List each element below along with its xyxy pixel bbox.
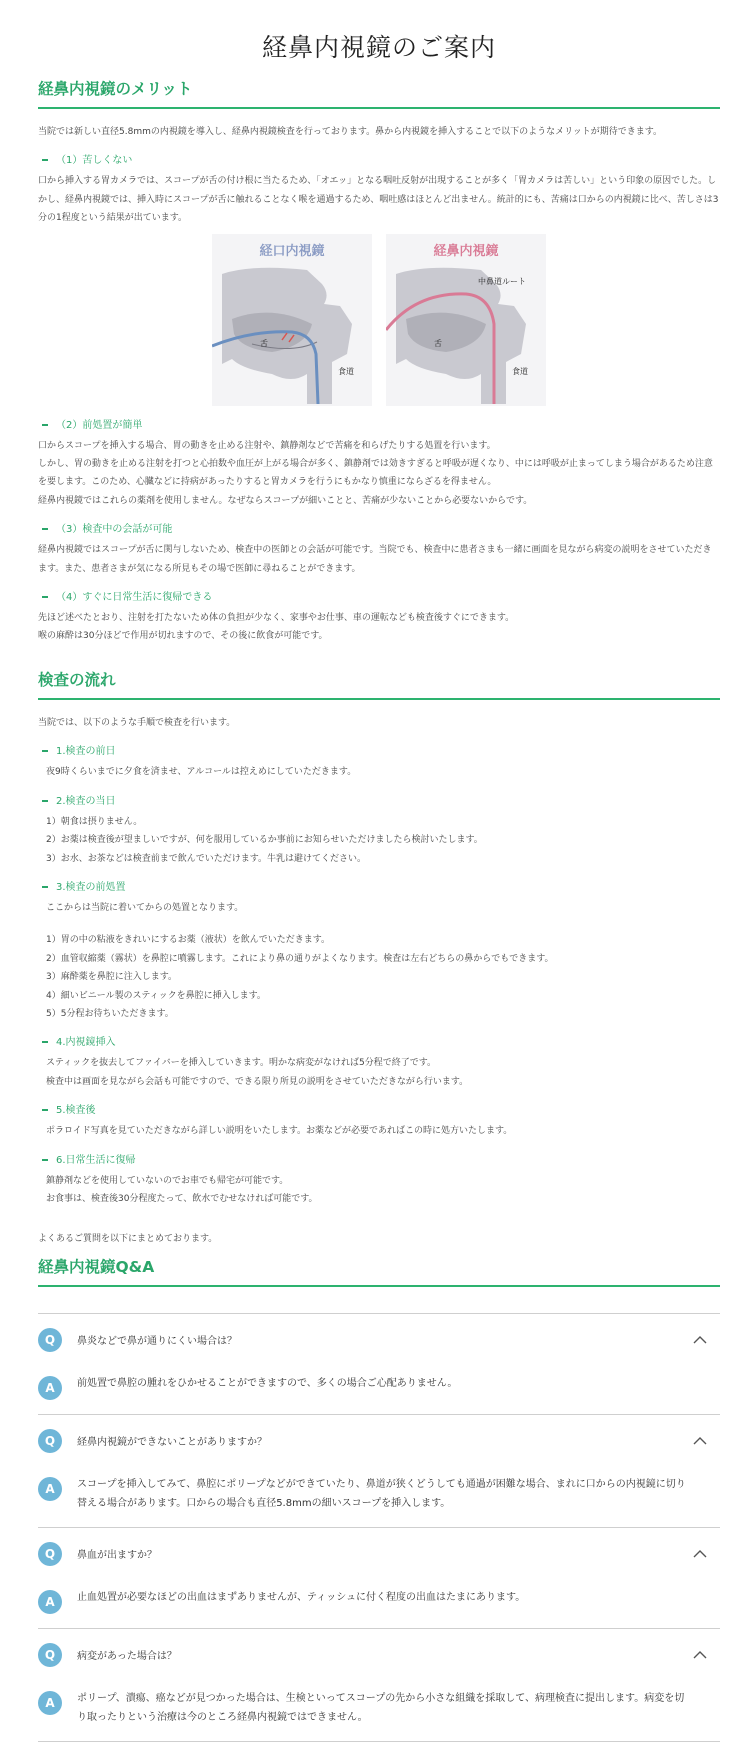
flow-step6-line1: 鎮静剤などを使用していないのでお車でも帰宅が可能です。 bbox=[46, 1175, 289, 1186]
chevron-up-icon[interactable] bbox=[692, 1433, 708, 1449]
qa-answer: 前処置で鼻腔の腫れをひかせることができますので、多くの場合ご心配ありません。 bbox=[77, 1377, 458, 1389]
faq-lead: よくあるご質問を以下にまとめております。 bbox=[38, 1234, 218, 1245]
flow-step5-title bbox=[42, 1101, 720, 1116]
q-badge: Q bbox=[38, 1542, 62, 1566]
flow-step3-item: 1）胃の中の粘液をきれいにするお薬（液状）を飲んでいただきます。 bbox=[46, 935, 331, 946]
qa-question: 経鼻内視鏡ができないことがありますか？ bbox=[77, 1437, 267, 1449]
merit-s2-title-text: （2）前処置が簡単 bbox=[56, 419, 143, 431]
flow-step2-item: 2）お薬は検査後が望ましいですが、何を服用しているか事前にお知らせいただけましたら検討いたします。 bbox=[46, 835, 483, 846]
merit-s4-line1: 先ほど述べたとおり、注射を打たないため体の負担が少なく、家事やお仕事、車の運転なども検査後すぐにできます。 bbox=[38, 613, 515, 624]
merit-s1-title bbox=[42, 151, 720, 166]
nasal-endoscope-title: 経鼻内視鏡 bbox=[433, 243, 499, 259]
flow-step6-line2: お食事は、検査後30分程度たって、飲水でむせなければ可能です。 bbox=[46, 1193, 318, 1204]
merit-s4-line2: 喉の麻酔は30分ほどで作用が切れますので、その後に飲食が可能です。 bbox=[38, 631, 328, 642]
qa-item bbox=[38, 1415, 720, 1528]
flow-step3-title bbox=[42, 878, 720, 893]
flow-step3-intro: ここからは当院に着いてからの処置となります。 bbox=[46, 902, 244, 913]
flow-step3-item: 4）細いビニール製のスティックを鼻腔に挿入します。 bbox=[46, 990, 266, 1001]
flow-step5-body: ポラロイド写真を見ていただきながら詳しい説明をいたします。お薬などが必要であればこの時に処方いたします。 bbox=[46, 1126, 513, 1137]
flow-step2-title bbox=[42, 792, 720, 807]
merit-s3-title-text: （3）検査中の会話が可能 bbox=[56, 524, 173, 536]
qa-answer: ポリープ、潰瘍、癌などが見つかった場合は、生検といってスコープの先から小さな組織を採取して、病理検査に提出します。病変を切り取ったりという治療は今のところ経鼻内視鏡ではできません。 bbox=[77, 1692, 685, 1723]
chevron-up-icon[interactable] bbox=[692, 1546, 708, 1562]
flow-step4-line1: スティックを抜去してファイバーを挿入していきます。明かな病変がなければ5分程で終了です。 bbox=[46, 1058, 437, 1069]
merit-s2-title bbox=[42, 416, 720, 431]
oral-tongue-label: 舌 bbox=[260, 338, 268, 348]
qa-list bbox=[38, 1313, 720, 1742]
nasal-tongue-label: 舌 bbox=[434, 338, 442, 348]
qa-answer-row bbox=[38, 1580, 720, 1628]
qa-item bbox=[38, 1314, 720, 1415]
merit-s2-line2: しかし、胃の動きを止める注射を打つと心拍数や血圧が上がる場合が多く、鎮静剤では効きすぎると呼吸が遅くなり、中には呼吸が止まってしまう場合があるため注意を要します。このため、心臓などに持病があったりすると胃カメラを行うにもかなり慎重にならざるを得ません。 bbox=[38, 459, 713, 488]
flow-heading: 検査の流れ bbox=[38, 668, 720, 700]
dash-icon bbox=[42, 800, 48, 802]
flow-step3-item: 2）血管収縮薬（霧状）を鼻腔に噴霧します。これにより鼻の通りがよくなります。検査は左右どちらの鼻からでもできます。 bbox=[46, 953, 554, 964]
qa-item bbox=[38, 1629, 720, 1742]
merit-s2-line3: 経鼻内視鏡ではこれらの薬剤を使用しません。なぜならスコープが細いことと、苦痛が少ないことから必要ないからです。 bbox=[38, 495, 533, 506]
oral-anatomy-icon bbox=[212, 234, 372, 406]
nasal-endoscope-panel bbox=[386, 234, 546, 406]
qa-answer: スコープを挿入してみて、鼻腔にポリープなどができていたり、鼻道が狭くどうしても通過が困難な場合、まれに口からの内視鏡に切り替える場合があります。口からの場合も直径5.8mmの細いスコープを挿入します。 bbox=[77, 1478, 686, 1509]
merit-s1-title-text: （1）苦しくない bbox=[56, 155, 133, 167]
nasal-esophagus-label: 食道 bbox=[512, 366, 528, 376]
dash-icon bbox=[42, 886, 48, 888]
dash-icon bbox=[42, 750, 48, 752]
dash-icon bbox=[42, 159, 48, 161]
q-badge: Q bbox=[38, 1643, 62, 1667]
merit-s1-body: 口から挿入する胃カメラでは、スコープが舌の付け根に当たるため、「オエッ」となる咽吐反射が出現することが多く「胃カメラは苦しい」という印象の原因でした。しかし、経鼻内視鏡では、挿入時にスコープが舌に触れることなく喉を通過するため、咽吐感はほとんど出ません。統計的にも、苦痛は口からの内視鏡に比べ、苦しさは3分の1程度という結果が出ています。 bbox=[38, 176, 719, 224]
qa-question: 病変があった場合は？ bbox=[77, 1651, 177, 1663]
qa-answer: 止血処置が必要なほどの出血はまずありませんが、ティッシュに付く程度の出血はたまにあります。 bbox=[77, 1591, 526, 1603]
flow-step4-title-text: 4.内視鏡挿入 bbox=[56, 1037, 116, 1049]
qa-heading: 経鼻内視鏡Q&A bbox=[38, 1255, 720, 1287]
flow-step2-title-text: 2.検査の当日 bbox=[56, 795, 116, 807]
a-badge: A bbox=[38, 1590, 62, 1614]
dash-icon bbox=[42, 1159, 48, 1161]
merit-heading: 経鼻内視鏡のメリット bbox=[38, 77, 720, 109]
merit-intro: 当院では新しい直径5.8mmの内視鏡を導入し、経鼻内視鏡検査を行っております。鼻から内視鏡を挿入することで以下のようなメリットが期待できます。 bbox=[38, 127, 663, 137]
a-badge: A bbox=[38, 1376, 62, 1400]
flow-step1-title-text: 1.検査の前日 bbox=[56, 746, 116, 758]
page-title: 経鼻内視鏡のご案内 bbox=[261, 33, 496, 62]
qa-question: 鼻炎などで鼻が通りにくい場合は？ bbox=[77, 1336, 237, 1348]
flow-step4-line2: 検査中は画面を見ながら会話も可能ですので、できる限り所見の説明をさせていただきながら行います。 bbox=[46, 1076, 469, 1087]
oral-esophagus-label: 食道 bbox=[338, 366, 354, 376]
flow-step3-item: 3）麻酔薬を鼻腔に注入します。 bbox=[46, 972, 178, 983]
nasal-anatomy-icon bbox=[386, 234, 546, 406]
flow-step6-title bbox=[42, 1151, 720, 1166]
a-badge: A bbox=[38, 1691, 62, 1715]
oral-endoscope-panel bbox=[212, 234, 372, 406]
dash-icon bbox=[42, 528, 48, 530]
chevron-up-icon[interactable] bbox=[692, 1332, 708, 1348]
flow-step6-title-text: 6.日常生活に復帰 bbox=[56, 1154, 136, 1166]
merit-s3-title bbox=[42, 520, 720, 535]
flow-step2-item: 1）朝食は摂りません。 bbox=[46, 816, 143, 827]
qa-question-toggle[interactable] bbox=[38, 1314, 720, 1366]
dash-icon bbox=[42, 424, 48, 426]
chevron-up-icon[interactable] bbox=[692, 1647, 708, 1663]
qa-question: 鼻血が出ますか？ bbox=[77, 1550, 157, 1562]
flow-step3-title-text: 3.検査の前処置 bbox=[56, 881, 126, 893]
endoscope-illustration bbox=[38, 234, 720, 406]
merit-s3-body: 経鼻内視鏡ではスコープが舌に関与しないため、検査中の医師との会話が可能です。当院でも、検査中に患者さまも一緒に画面を見ながら病変の説明をさせていただきます。また、患者さまが気になる所見もその場で医師に尋ねることができます。 bbox=[38, 545, 712, 574]
flow-intro: 当院では、以下のような手順で検査を行います。 bbox=[38, 717, 236, 728]
q-badge: Q bbox=[38, 1429, 62, 1453]
qa-answer-row bbox=[38, 1467, 720, 1527]
dash-icon bbox=[42, 596, 48, 598]
qa-question-toggle[interactable] bbox=[38, 1415, 720, 1467]
qa-answer-row bbox=[38, 1681, 720, 1741]
flow-step1-title bbox=[42, 742, 720, 757]
flow-step3-item: 5）5分程お待ちいただきます。 bbox=[46, 1008, 174, 1019]
oral-endoscope-title: 経口内視鏡 bbox=[259, 243, 325, 259]
merit-s4-title-text: （4）すぐに日常生活に復帰できる bbox=[56, 592, 213, 604]
merit-s4-title bbox=[42, 588, 720, 603]
flow-step5-title-text: 5.検査後 bbox=[56, 1105, 96, 1117]
dash-icon bbox=[42, 1041, 48, 1043]
qa-answer-row bbox=[38, 1366, 720, 1414]
a-badge: A bbox=[38, 1477, 62, 1501]
dash-icon bbox=[42, 1109, 48, 1111]
qa-question-toggle[interactable] bbox=[38, 1629, 720, 1681]
qa-item bbox=[38, 1528, 720, 1629]
nasal-route-label: 中鼻道ルート bbox=[478, 276, 526, 286]
merit-s2-line1: 口からスコープを挿入する場合、胃の動きを止める注射や、鎮静剤などで苦痛を和らげたりする処置を行います。 bbox=[38, 440, 496, 451]
flow-step1-body: 夜9時くらいまでに夕食を済ませ、アルコールは控えめにしていただきます。 bbox=[46, 767, 357, 778]
q-badge: Q bbox=[38, 1328, 62, 1352]
qa-question-toggle[interactable] bbox=[38, 1528, 720, 1580]
flow-step2-item: 3）お水、お茶などは検査前まで飲んでいただけます。牛乳は避けてください。 bbox=[46, 853, 367, 864]
flow-step4-title bbox=[42, 1033, 720, 1048]
